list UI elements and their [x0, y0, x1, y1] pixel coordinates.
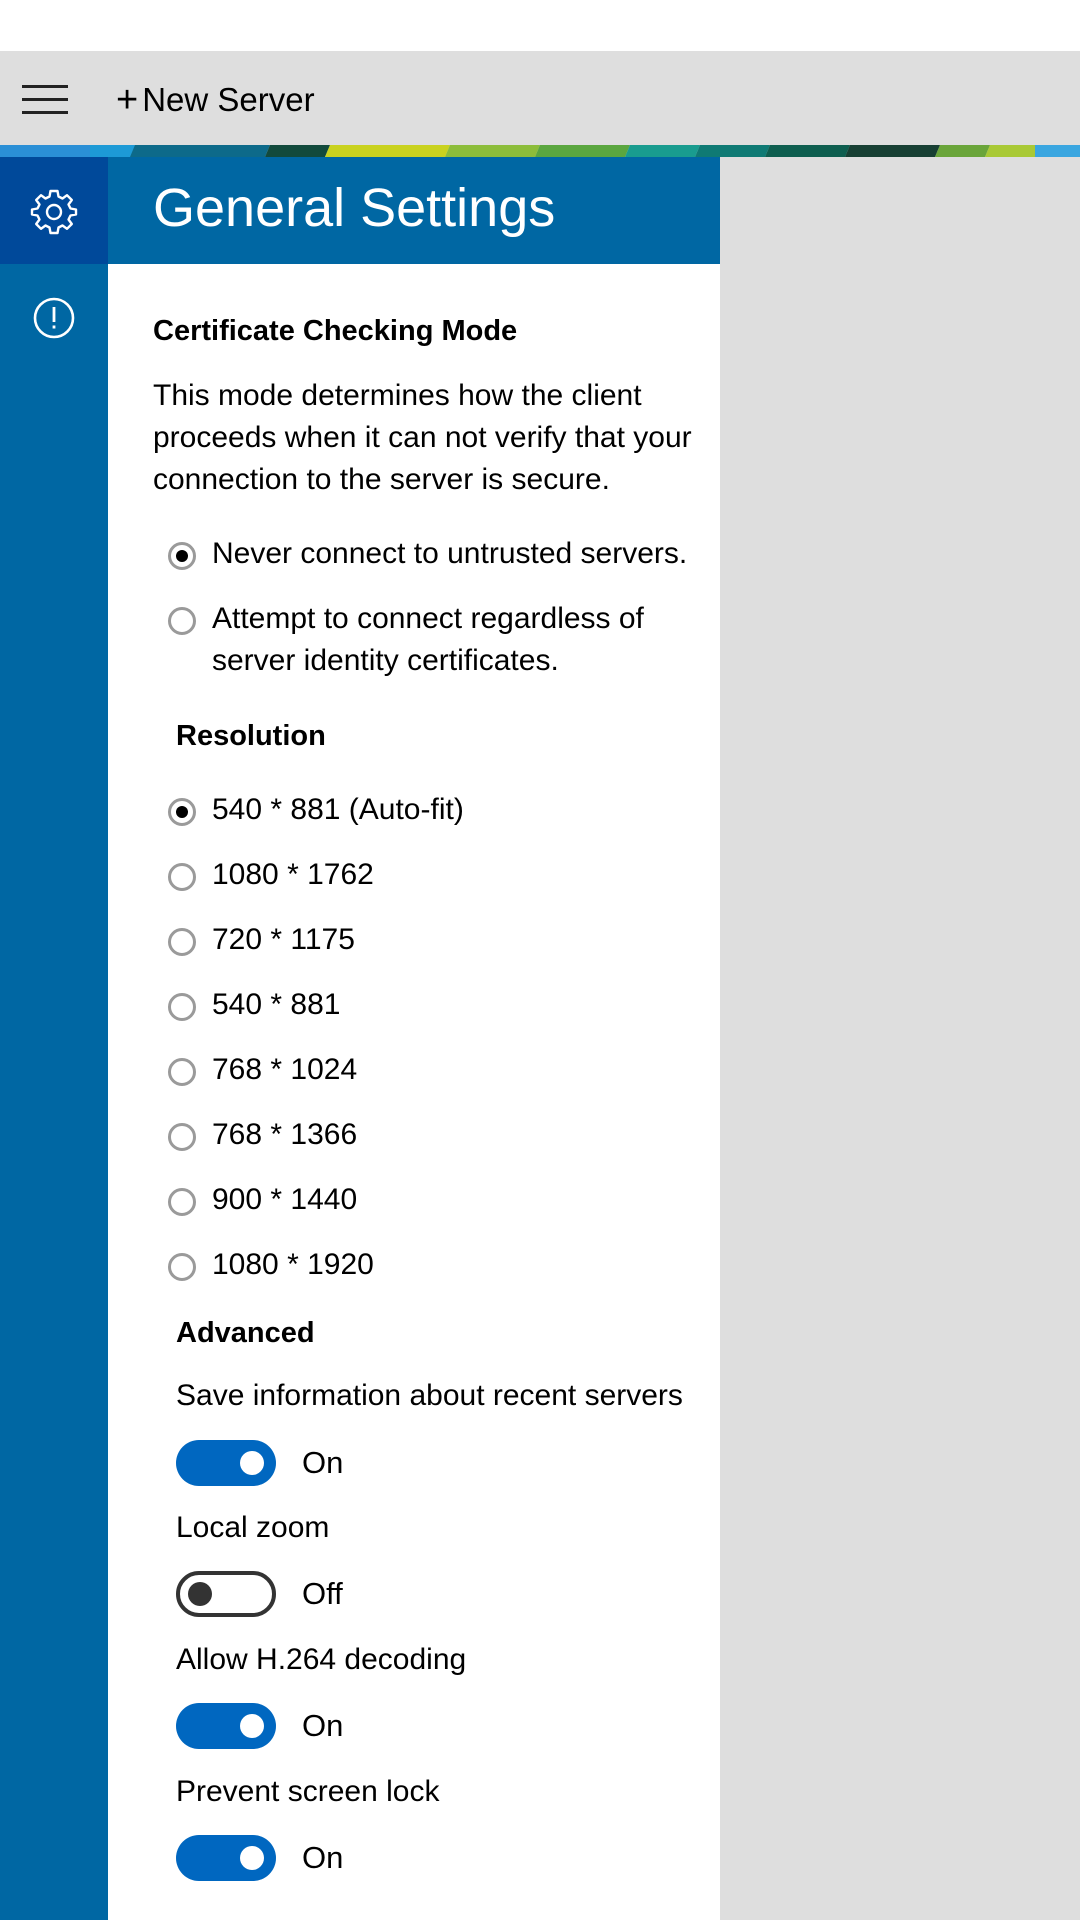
resolution-option[interactable] [168, 795, 464, 831]
certificate-section-title: Certificate Checking Mode [153, 315, 518, 347]
status-strip [0, 0, 1080, 51]
radio-label: 768 * 1024 [212, 1053, 358, 1086]
toggle-local-zoom[interactable] [176, 1571, 343, 1617]
settings-panel [108, 157, 720, 1920]
resolution-option[interactable] [168, 1120, 357, 1156]
radio-button[interactable] [168, 863, 196, 891]
radio-button[interactable] [168, 1188, 196, 1216]
setting-label-recent-servers: Save information about recent servers [176, 1379, 683, 1412]
radio-label: 900 * 1440 [212, 1183, 358, 1216]
toggle-state-label: On [302, 1840, 344, 1875]
setting-label-local-zoom: Local zoom [176, 1511, 330, 1544]
advanced-section-title: Advanced [176, 1317, 315, 1349]
new-server-button[interactable] [116, 77, 315, 123]
new-server-label: New Server [142, 81, 315, 118]
radio-label: 1080 * 1762 [212, 858, 374, 891]
resolution-option[interactable] [168, 860, 374, 896]
toggle-recent-servers[interactable] [176, 1440, 343, 1486]
setting-label-screen-lock: Prevent screen lock [176, 1775, 440, 1808]
radio-label: 720 * 1175 [212, 923, 355, 956]
decorative-banner [0, 145, 1080, 157]
toggle-state-label: On [302, 1708, 344, 1743]
radio-label: 768 * 1366 [212, 1118, 358, 1151]
toggle-h264[interactable] [176, 1703, 343, 1749]
radio-label: 1080 * 1920 [212, 1248, 374, 1281]
resolution-option[interactable] [168, 1055, 357, 1091]
radio-label: 540 * 881 (Auto-fit) [212, 793, 464, 826]
radio-button[interactable] [168, 1058, 196, 1086]
resolution-option[interactable] [168, 990, 340, 1026]
certificate-option-never[interactable] [168, 539, 687, 575]
radio-button[interactable] [168, 542, 196, 570]
rail-item-settings[interactable] [0, 157, 108, 264]
panel-header [108, 157, 720, 264]
toggle-state-label: On [302, 1445, 344, 1480]
resolution-option[interactable] [168, 1250, 374, 1286]
radio-button[interactable] [168, 798, 196, 826]
certificate-description: This mode determines how the client proceeds when it can not verify that your connection to the server is secure. [153, 379, 692, 496]
radio-label: Never connect to untrusted servers. [212, 537, 688, 570]
navigation-rail [0, 157, 108, 1920]
resolution-option[interactable] [168, 925, 355, 961]
setting-label-h264: Allow H.264 decoding [176, 1643, 467, 1676]
plus-icon: + [116, 79, 139, 121]
rail-item-about[interactable] [0, 264, 108, 371]
hamburger-menu-icon[interactable] [22, 85, 68, 115]
gear-icon [30, 187, 78, 235]
radio-button[interactable] [168, 1123, 196, 1151]
resolution-option[interactable] [168, 1185, 357, 1221]
toggle-switch[interactable] [176, 1703, 276, 1749]
radio-button[interactable] [168, 928, 196, 956]
radio-button[interactable] [168, 1253, 196, 1281]
toggle-screen-lock[interactable] [176, 1835, 343, 1881]
radio-label: 540 * 881 [212, 988, 341, 1021]
resolution-section-title: Resolution [176, 720, 326, 752]
toggle-switch[interactable] [176, 1571, 276, 1617]
app-bar [0, 51, 1080, 148]
radio-label: Attempt to connect regardless of server identity certificates. [212, 602, 644, 677]
info-icon [32, 296, 76, 340]
certificate-option-attempt[interactable] [168, 604, 692, 682]
toggle-switch[interactable] [176, 1835, 276, 1881]
radio-button[interactable] [168, 607, 196, 635]
toggle-state-label: Off [302, 1576, 343, 1611]
page-title: General Settings [153, 178, 556, 238]
toggle-switch[interactable] [176, 1440, 276, 1486]
radio-button[interactable] [168, 993, 196, 1021]
